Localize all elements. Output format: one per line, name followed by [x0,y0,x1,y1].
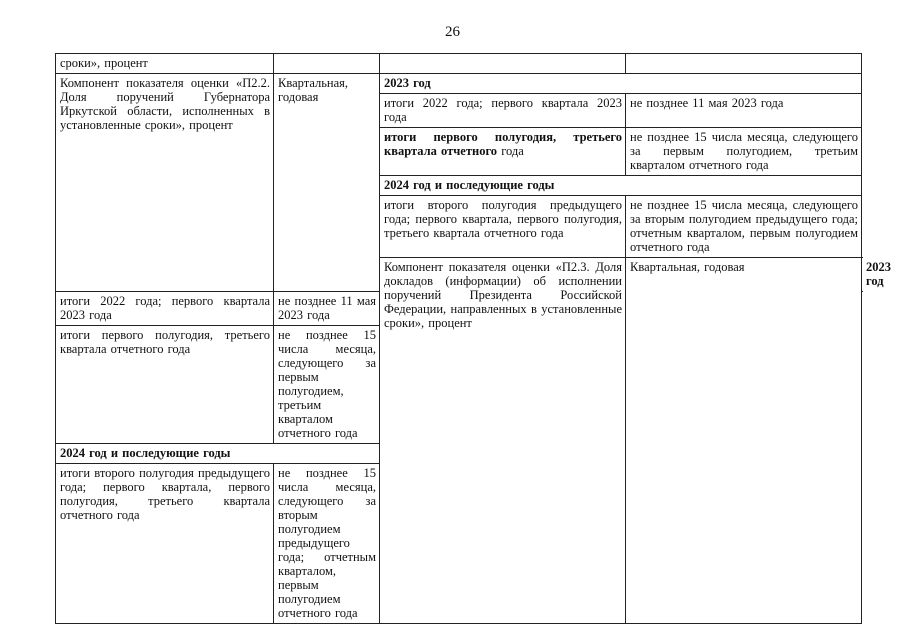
results-cell: итоги 2022 года; первого квартала 2023 года [56,292,274,326]
deadline-cell: не позднее 15 числа месяца, следующего за первым полугодием, третьим кварталом отчетного года [626,128,862,176]
year-header: 2023 год [380,74,862,94]
page-number: 26 [445,24,460,40]
component-cell: Компонент показателя оценки «П2.2. Доля поручений Губернатора Иркутской области, исполненных в установленные сроки», процент [56,74,274,292]
results-cell [380,128,626,176]
component-cell: Компонент показателя оценки «П2.3. Доля докладов (информации) об исполнении поручений Президента Российской Федерации, направленных в установленные сроки», процент [380,258,626,624]
indicator-table [55,53,891,624]
deadline-cell: не позднее 15 числа месяца, следующего за первым полугодием, третьим кварталом отчетного года [274,326,380,444]
periodicity-cell: Квартальная, годовая [274,74,380,292]
results-cell [380,54,626,74]
results-cell: итоги 2022 года; первого квартала 2023 года [380,94,626,128]
year-header: 2024 год и последующие годы [56,444,380,464]
deadline-cell: не позднее 11 мая 2023 года [626,94,862,128]
year-header: 2024 год и последующие годы [380,176,862,196]
table-row [56,74,862,94]
table-row: Компонент показателя оценки «П2.3. Доля докладов (информации) об исполнении поручений Президента Российской Федерации, направленных в установленные сроки», процент Квартальная, годовая 2023 год [56,258,862,292]
table-row-continuation [56,54,862,74]
deadline-cell: не позднее 11 мая 2023 года [274,292,380,326]
component-cell: сроки», процент [56,54,274,74]
results-tail-text: года [497,144,524,158]
deadline-cell [626,54,862,74]
deadline-cell: не позднее 15 числа месяца, следующего за вторым полугодием предыдущего года; отчетным кварталом, первым полугодием отчетного года [626,196,862,258]
results-bold-text: итоги первого полугодия, третьего квартала отчетного [384,130,622,158]
results-cell: итоги второго полугодия предыдущего года; первого квартала, первого полугодия, третьего квартала отчетного года [56,464,274,624]
results-cell: итоги первого полугодия, третьего квартала отчетного года [56,326,274,444]
periodicity-cell [274,54,380,74]
deadline-cell: не позднее 15 числа месяца, следующего за вторым полугодием предыдущего года; отчетным кварталом, первым полугодием отчетного года [274,464,380,624]
results-cell: итоги второго полугодия предыдущего года; первого квартала, первого полугодия, третьего квартала отчетного года [380,196,626,258]
periodicity-cell: Квартальная, годовая [626,258,862,624]
